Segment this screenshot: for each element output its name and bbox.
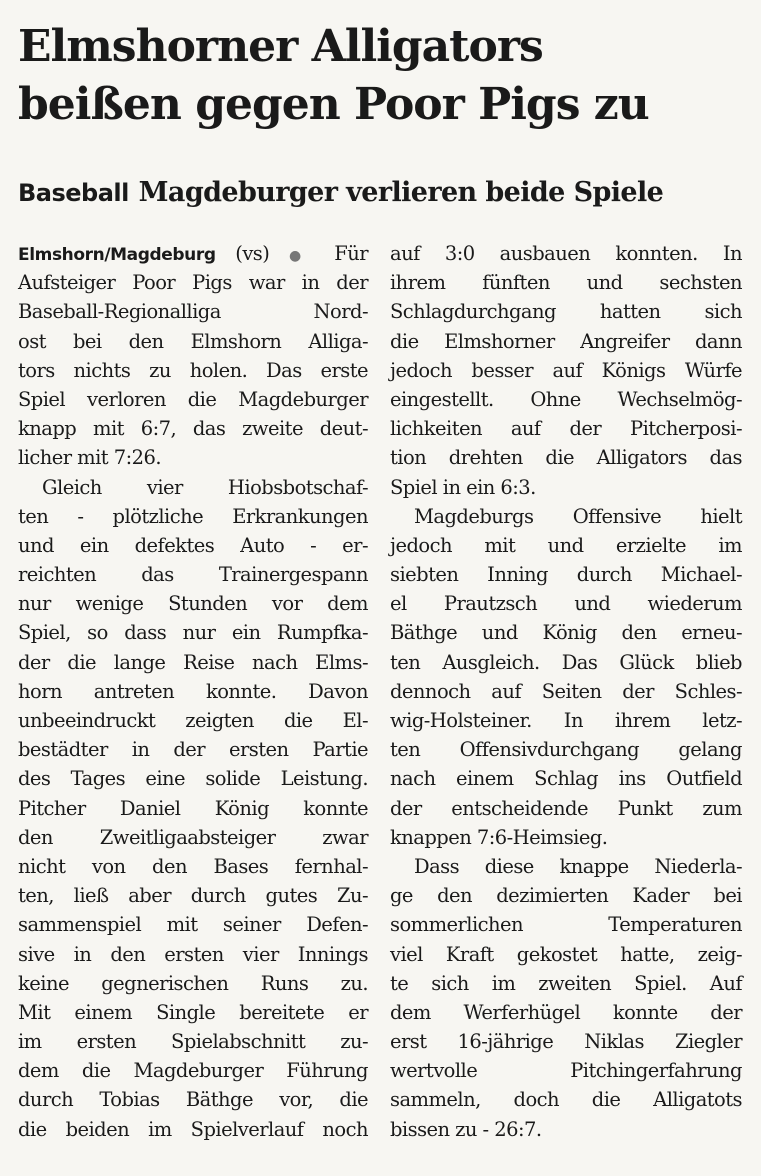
column-line: tion drehten die Alligators das xyxy=(390,446,742,470)
article-column-right xyxy=(390,239,742,1144)
column-line: ihrem fünften und sechsten xyxy=(390,271,742,295)
column-line: Gleich vier Hiobsbotschaf- xyxy=(42,475,368,499)
column-line: siebten Inning durch Michael- xyxy=(390,563,742,587)
column-line: die Elmshorner Angreifer dann xyxy=(390,329,742,353)
dateline-bullet: ● xyxy=(288,248,315,264)
column-line: den Zweitligaabsteiger zwar xyxy=(18,825,368,849)
column-line: keine gegnerischen Runs zu. xyxy=(18,971,368,995)
dateline-place: Elmshorn/Magdeburg xyxy=(18,245,216,265)
column-line: ten - plötzliche Erkrankungen xyxy=(18,504,368,528)
headline-line-1: Elmshorner Alligators xyxy=(18,21,543,72)
column-line: auf 3:0 ausbauen konnten. In xyxy=(390,242,742,265)
column-line: sammenspiel mit seiner Defen- xyxy=(18,913,368,937)
column-line: die beiden im Spielverlauf noch xyxy=(18,1117,368,1141)
column-line: ten Ausgleich. Das Glück blieb xyxy=(390,650,742,674)
column-line: bestädter in der ersten Partie xyxy=(18,738,368,762)
headline-line-2: beißen gegen Poor Pigs zu xyxy=(18,79,649,130)
column-line: el Prautzsch und wiederum xyxy=(390,592,742,616)
column-line: Dass diese knappe Niederla- xyxy=(414,854,742,878)
column-line: lichkeiten auf der Pitcherposi- xyxy=(390,417,742,441)
column-line: Baseball-Regionalliga Nord- xyxy=(18,300,368,324)
column-line: sommerlichen Temperaturen xyxy=(390,913,742,937)
column-line: dem die Magdeburger Führung xyxy=(18,1059,368,1083)
column-line: horn antreten konnte. Davon xyxy=(18,679,368,703)
column-line: tors nichts zu holen. Das erste xyxy=(18,358,368,382)
column-line: licher mit 7:26. xyxy=(18,446,161,470)
column-line: nicht von den Bases fernhal- xyxy=(18,854,368,878)
column-line: des Tages eine solide Leistung. xyxy=(18,767,368,791)
column-line: wertvolle Pitchingerfahrung xyxy=(390,1059,742,1083)
column-line: ost bei den Elmshorn Alliga- xyxy=(18,329,368,353)
article-headline xyxy=(18,18,743,134)
column-line: erst 16-jährige Niklas Ziegler xyxy=(390,1030,742,1054)
column-line: nach einem Schlag ins Outfield xyxy=(390,767,742,791)
column-line: durch Tobias Bäthge vor, die xyxy=(18,1088,368,1112)
column-line: Aufsteiger Poor Pigs war in der xyxy=(18,271,368,295)
subhead-title: Magdeburger verlieren beide Spiele xyxy=(138,177,664,208)
column-line: ge den dezimierten Kader bei xyxy=(390,884,742,908)
column-line: der entscheidende Punkt zum xyxy=(390,796,742,820)
dateline-author: (vs) xyxy=(235,242,270,265)
column-line: Spiel, so dass nur ein Rumpfka- xyxy=(18,621,368,645)
column-line: Spiel in ein 6:3. xyxy=(390,475,536,499)
article-column-left xyxy=(18,239,368,1144)
column-line: Schlagdurchgang hatten sich xyxy=(390,300,742,324)
column-line: dennoch auf Seiten der Schles- xyxy=(390,679,742,703)
column-line: dem Werferhügel konnte der xyxy=(390,1000,742,1024)
column-line: jedoch besser auf Königs Würfe xyxy=(390,358,742,382)
column-line-text: Für xyxy=(334,242,369,265)
column-line xyxy=(18,239,368,268)
article-subhead xyxy=(18,172,743,213)
column-line: unbeeindruckt zeigten die El- xyxy=(18,709,368,732)
column-line: nur wenige Stunden vor dem xyxy=(18,592,368,616)
column-line: wig-Holsteiner. In ihrem letz- xyxy=(390,709,742,732)
column-line: ten, ließ aber durch gutes Zu- xyxy=(18,884,368,908)
column-line: bissen zu - 26:7. xyxy=(390,1117,542,1141)
column-line: sammeln, doch die Alligatots xyxy=(390,1088,742,1112)
column-line: Bäthge und König den erneu- xyxy=(390,621,742,645)
column-line: Pitcher Daniel König konnte xyxy=(18,796,368,820)
column-line: und ein defektes Auto - er- xyxy=(18,533,368,557)
column-line: eingestellt. Ohne Wechselmög- xyxy=(390,387,742,411)
column-line: sive in den ersten vier Innings xyxy=(18,942,368,966)
column-line: te sich im zweiten Spiel. Auf xyxy=(390,971,742,995)
column-line: Magdeburgs Offensive hielt xyxy=(414,504,742,528)
column-line: der die lange Reise nach Elms- xyxy=(18,650,368,674)
column-line: jedoch mit und erzielte im xyxy=(390,533,742,557)
column-line: Mit einem Single bereitete er xyxy=(18,1000,368,1024)
column-line: knappen 7:6-Heimsieg. xyxy=(390,825,608,849)
column-line: ten Offensivdurchgang gelang xyxy=(390,738,742,762)
column-line: viel Kraft gekostet hatte, zeig- xyxy=(390,942,742,966)
column-line: reichten das Trainergespann xyxy=(18,563,368,587)
column-line: knapp mit 6:7, das zweite deut- xyxy=(18,417,368,441)
column-line: im ersten Spielabschnitt zu- xyxy=(18,1030,368,1054)
column-line: Spiel verloren die Magdeburger xyxy=(18,387,368,411)
section-kicker: Baseball xyxy=(18,179,129,207)
